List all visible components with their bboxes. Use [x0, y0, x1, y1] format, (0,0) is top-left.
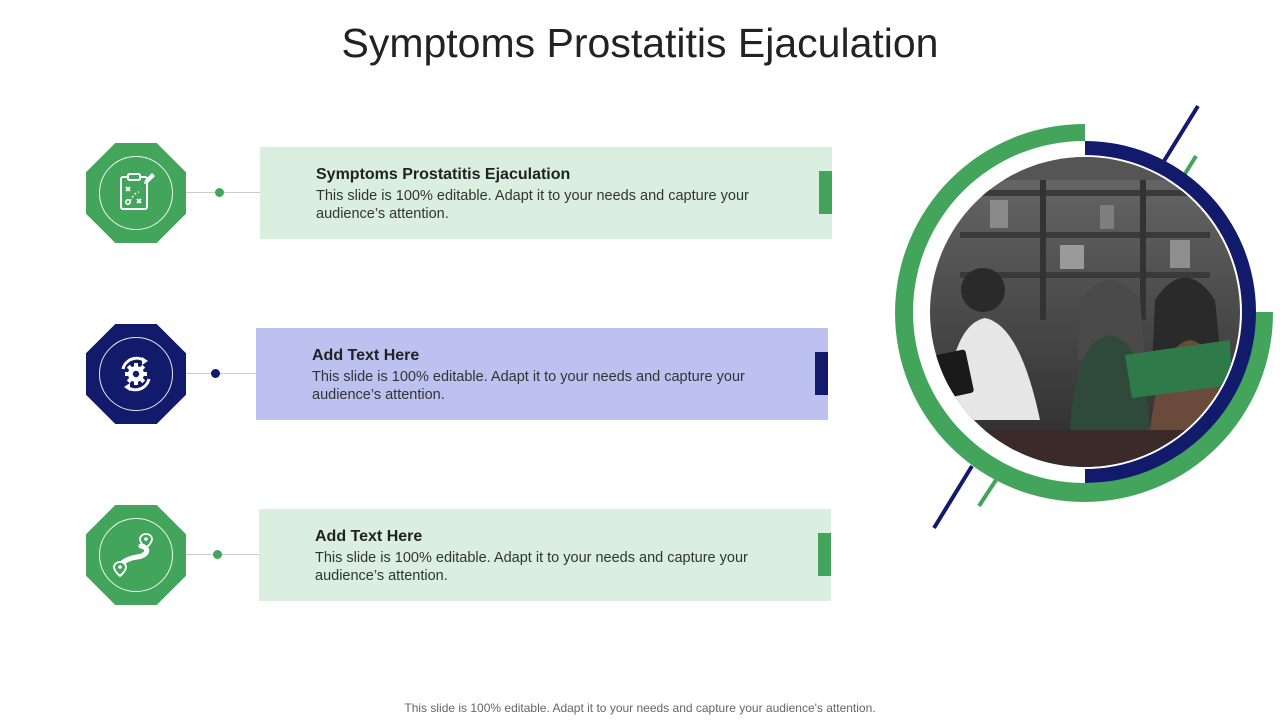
- icon-badge-1: [86, 143, 186, 243]
- card-accent: [819, 171, 832, 214]
- card-heading: Symptoms Prostatitis Ejaculation: [316, 166, 571, 183]
- navy-arc: [1085, 141, 1256, 483]
- card-heading: Add Text Here: [315, 528, 423, 545]
- item-row-1: [0, 143, 860, 243]
- card-accent: [815, 352, 828, 395]
- text-card-2: [256, 328, 828, 420]
- card-description: This slide is 100% editable. Adapt it to your needs and capture your audience’s attention.: [315, 550, 748, 584]
- decor-line: [934, 466, 972, 528]
- decor-line: [1183, 156, 1196, 177]
- connector-dot: [215, 188, 224, 197]
- gear-cycle-icon: [111, 349, 161, 399]
- card-description: This slide is 100% editable. Adapt it to your needs and capture your audience’s attention.: [312, 369, 745, 403]
- decor-line: [1164, 106, 1198, 161]
- connector-dot: [211, 369, 220, 378]
- strategy-clipboard-icon: [111, 168, 161, 218]
- text-card-1: [260, 147, 832, 239]
- icon-badge-2: [86, 324, 186, 424]
- text-card-3: [259, 509, 831, 601]
- footer-note: This slide is 100% editable. Adapt it to your needs and capture your audience's attention.: [404, 701, 876, 715]
- route-path-icon: [111, 530, 161, 580]
- item-row-2: [0, 324, 860, 424]
- page-title: Symptoms Prostatitis Ejaculation: [341, 20, 939, 66]
- icon-badge-3: [86, 505, 186, 605]
- card-description: This slide is 100% editable. Adapt it to your needs and capture your audience’s attention.: [316, 188, 749, 222]
- green-arc: [895, 124, 1273, 502]
- connector-dot: [213, 550, 222, 559]
- team-meeting-photo: [925, 150, 1245, 470]
- card-heading: Add Text Here: [312, 347, 420, 364]
- decor-line: [979, 480, 996, 506]
- item-row-3: [0, 505, 860, 605]
- card-accent: [818, 533, 831, 576]
